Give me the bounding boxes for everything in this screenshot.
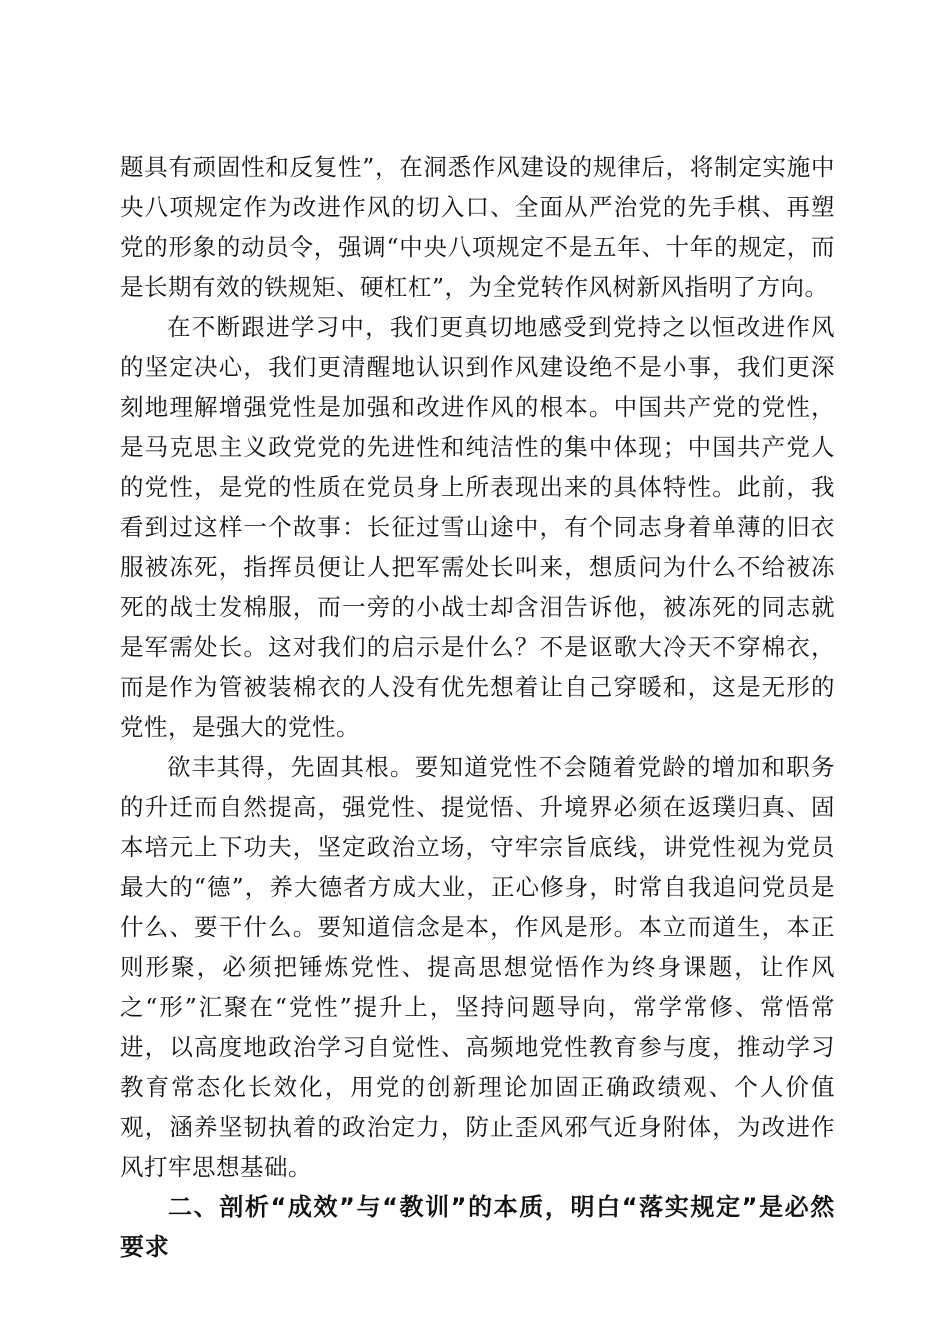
paragraph-party-spirit: 在不断跟进学习中，我们更真切地感受到党持之以恒改进作风的坚定决心，我们更清醒地认识到作风建设绝不是小事，我们更深刻地理解增强党性是加强和改进作风的根本。中国共产党的党性，是马克思主义政党党的先进性和纯洁性的集中体现；中国共产党人的党性，是党的性质在党员身上所表现出来的具体特性。此前，我看到过这样一个故事：长征过雪山途中，有个同志身着单薄的旧衣服被冻死，指挥员便让人把军需处长叫来，想质问为什么不给被冻死的战士发棉服，而一旁的小战士却含泪告诉他，被冻死的同志就是军需处长。这对我们的启示是什么？不是讴歌大冷天不穿棉衣，而是作为管被装棉衣的人没有优先想着让自己穿暖和，这是无形的党性，是强大的党性。 bbox=[120, 313, 835, 741]
section-heading: 二、剖析“成效”与“教训”的本质，明白“落实规定”是必然要求 bbox=[120, 1193, 835, 1261]
document-page bbox=[120, 147, 835, 1267]
paragraph-continuation: 题具有顽固性和反复性”，在洞悉作风建设的规律后，将制定实施中央八项规定作为改进作风的切入口、全面从严治党的先手棋、再塑党的形象的动员令，强调“中央八项规定不是五年、十年的规定，而是长期有效的铁规矩、硬杠杠”，为全党转作风树新风指明了方向。 bbox=[120, 153, 835, 301]
paragraph-root-foundation: 欲丰其得，先固其根。要知道党性不会随着党龄的增加和职务的升迁而自然提高，强党性、提觉悟、升境界必须在返璞归真、固本培元上下功夫，坚定政治立场，守牢宗旨底线，讲党性视为党员最大的“德”，养大德者方成大业，正心修身，时常自我追问党员是什么、要干什么。要知道信念是本，作风是形。本立而道生，本正则形聚，必须把锤炼党性、提高思想觉悟作为终身课题，让作风之“形”汇聚在“党性”提升上，坚持问题导向，常学常修、常悟常进，以高度地政治学习自觉性、高频地党性教育参与度，推动学习教育常态化长效化，用党的创新理论加固正确政绩观、个人价值观，涵养坚韧执着的政治定力，防止歪风邪气近身附体，为改进作风打牢思想基础。 bbox=[120, 753, 835, 1181]
